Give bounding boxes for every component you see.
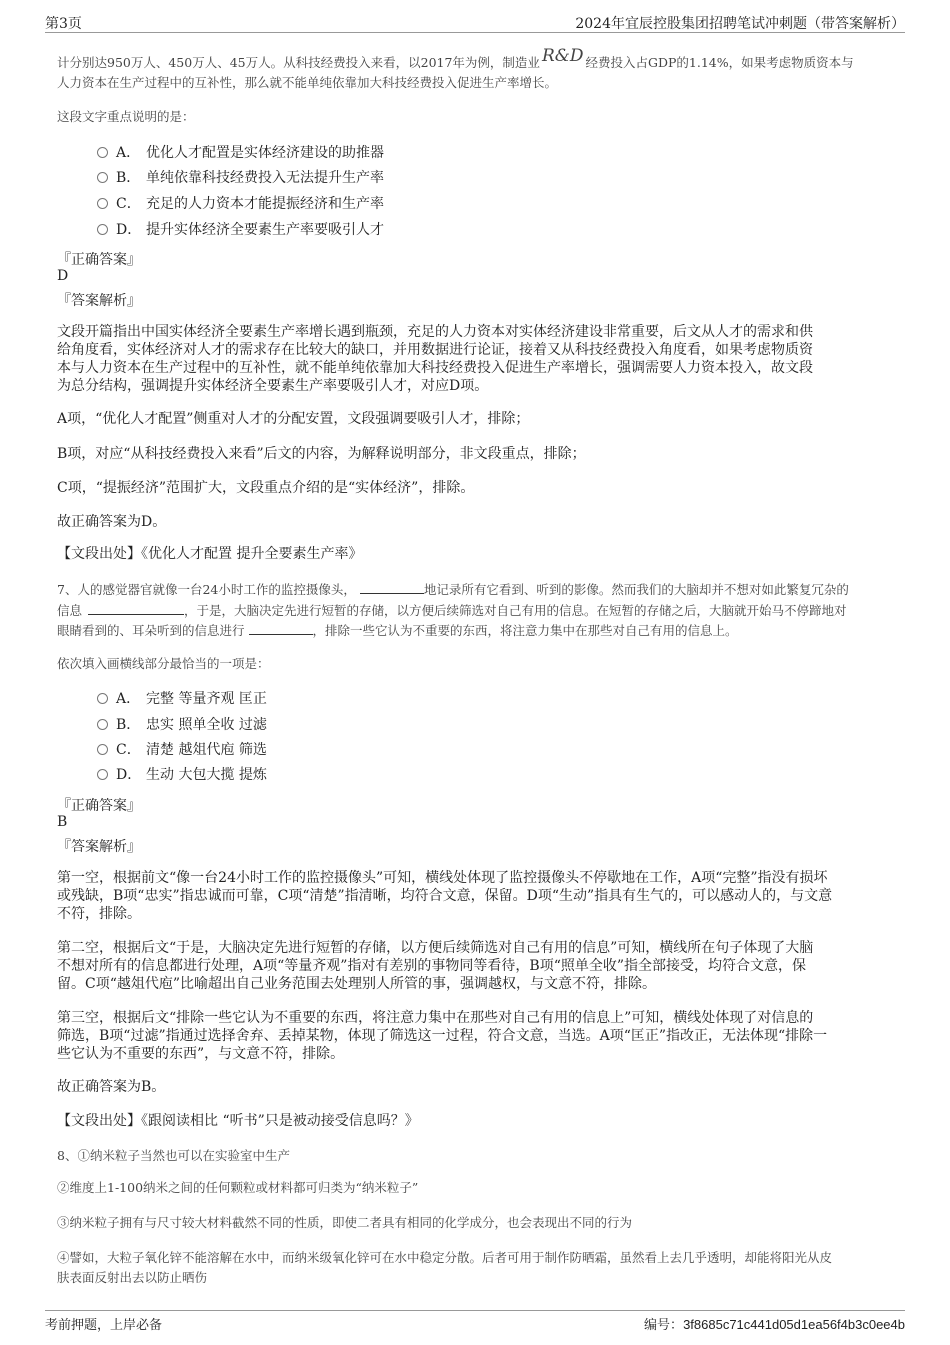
q7-passage-line2: 信息 ，于是，大脑决定先进行短暂的存储，以方便后续筛选对自己有用的信息。在短暂的存储之后，大脑就开始马不停蹄地对 bbox=[57, 603, 847, 618]
footer-slogan: 考前押题，上岸必备 bbox=[45, 1318, 163, 1333]
q7-analysis-p3: 第三空，根据后文“排除一些它认为不重要的东西，将注意力集中在那些对自己有用的信息上”可知，横线处体现了对信息的 筛选，B项“过滤”指通过选择舍弃、丢掉某物，体现了筛选这一过程，符合文意，当选。A项“匡正”指改正，无法体现“排除一 些它认为不重要的东西”，与文意不符，排除。 bbox=[57, 1010, 828, 1062]
q6-passage-b: 经费投入占GDP的1.14%，如果考虑物质资本与 bbox=[585, 55, 854, 70]
header-divider bbox=[45, 32, 905, 33]
q6-answer: D bbox=[57, 268, 69, 284]
q7-option-d[interactable]: D． 生动 大包大揽 提炼 bbox=[97, 765, 267, 785]
q8-statement-1: 8、①纳米粒子当然也可以在实验室中生产 bbox=[57, 1148, 290, 1163]
radio-icon[interactable] bbox=[97, 769, 108, 780]
q7-option-b[interactable]: B． 忠实 照单全收 过滤 bbox=[97, 715, 267, 735]
q6-question: 这段文字重点说明的是： bbox=[57, 109, 195, 124]
q7-answer: B bbox=[57, 814, 68, 830]
q6-analysis: 文段开篇指出中国实体经济全要素生产率增长遇到瓶颈，充足的人力资本对实体经济建设非常重要，后文从人才的需求和供 给角度看，实体经济对人才的需求存在比较大的缺口，并用数据进行论证，接着又从科技经费投入角度看，如果考虑物质资 本与人力资本在生产过程中的互补性，就不能单纯依靠加大科技经费投入促进生产率增长，强调需要人力资本投入，故文段 为总分结构，强调提升实体经济全要素生产率要吸引人才，对应D项。 bbox=[57, 324, 813, 394]
radio-icon[interactable] bbox=[97, 224, 108, 235]
radio-icon[interactable] bbox=[97, 744, 108, 755]
q7-passage-line1: 7、人的感觉器官就像一台24小时工作的监控摄像头， 地记录所有它看到、听到的影像。然而我们的大脑却并不想对如此繁复冗杂的 bbox=[57, 582, 849, 597]
blank-2 bbox=[88, 602, 184, 615]
blank-3 bbox=[249, 622, 313, 635]
q6-source: 【文段出处】《优化人才配置 提升全要素生产率》 bbox=[57, 546, 363, 562]
q6-analysis-label: 『答案解析』 bbox=[57, 293, 141, 309]
q6-passage-line2: 人力资本在生产过程中的互补性，那么就不能单纯依靠加大科技经费投入促进生产率增长。 bbox=[57, 75, 558, 90]
q6-option-d[interactable]: D． 提升实体经济全要素生产率要吸引人才 bbox=[97, 220, 384, 240]
q7-answer-label: 『正确答案』 bbox=[57, 798, 141, 814]
footer-code-label: 编号： bbox=[644, 1318, 684, 1333]
q8-statement-4: ④譬如，大粒子氧化锌不能溶解在水中，而纳米级氧化锌可在水中稳定分散。后者可用于制作防晒霜，虽然看上去几乎透明，却能将阳光从皮 肤表面反射出去以防止晒伤 bbox=[57, 1250, 833, 1285]
q6-option-c[interactable]: C． 充足的人力资本才能提振经济和生产率 bbox=[97, 194, 384, 214]
q7-option-a[interactable]: A． 完整 等量齐观 匡正 bbox=[97, 689, 267, 709]
radio-icon[interactable] bbox=[97, 198, 108, 209]
radio-icon[interactable] bbox=[97, 719, 108, 730]
rd-math: R&D bbox=[541, 46, 584, 66]
footer-divider bbox=[45, 1310, 905, 1311]
blank-1 bbox=[360, 581, 424, 594]
q6-analysis-b: B项，对应“从科技经费投入来看”后文的内容，为解释说明部分，非文段重点，排除； bbox=[57, 446, 586, 462]
q7-analysis-p2: 第二空，根据后文“于是，大脑决定先进行短暂的存储，以方便后续筛选对自己有用的信息”可知，横线所在句子体现了大脑 不想对所有的信息都进行处理，A项“等量齐观”指对有差别的事物同等看待，B项“照单全收”指全部接受，均符合文意，保 留。C项“越俎代庖”比喻超出自己业务范围去处理别人所管的事，强调越权，与文意不符，排除。 bbox=[57, 940, 814, 992]
q7-source: 【文段出处】《跟阅读相比 “听书”只是被动接受信息吗？》 bbox=[57, 1113, 419, 1129]
q6-analysis-c: C项，“提振经济”范围扩大，文段重点介绍的是“实体经济”，排除。 bbox=[57, 480, 475, 496]
radio-icon[interactable] bbox=[97, 172, 108, 183]
q8-statement-3: ③纳米粒子拥有与尺寸较大材料截然不同的性质，即使二者具有相同的化学成分，也会表现出不同的行为 bbox=[57, 1215, 633, 1230]
q6-conclusion: 故正确答案为D。 bbox=[57, 514, 167, 530]
radio-icon[interactable] bbox=[97, 693, 108, 704]
q6-option-b[interactable]: B． 单纯依靠科技经费投入无法提升生产率 bbox=[97, 168, 384, 188]
document-title: 2024年宜辰控股集团招聘笔试冲刺题（带答案解析） bbox=[575, 16, 905, 32]
q6-answer-label: 『正确答案』 bbox=[57, 252, 141, 268]
q7-conclusion: 故正确答案为B。 bbox=[57, 1079, 166, 1095]
q8-statement-2: ②维度上1-100纳米之间的任何颗粒或材料都可归类为“纳米粒子” bbox=[57, 1180, 419, 1195]
q7-passage-line3: 眼睛看到的、耳朵听到的信息进行 ，排除一些它认为不重要的东西，将注意力集中在那些对自己有用的信息上。 bbox=[57, 623, 738, 638]
footer-code bbox=[644, 1314, 905, 1333]
q6-option-a[interactable]: A． 优化人才配置是实体经济建设的助推器 bbox=[97, 143, 384, 163]
q7-analysis-p1: 第一空，根据前文“像一台24小时工作的监控摄像头”可知，横线处体现了监控摄像头不停歇地在工作，A项“完整”指没有损坏 或残缺，B项“忠实”指忠诚而可靠，C项“清楚”指清晰，均符合文意，保留。D项“生动”指具有生气的，可以感动人的，与文意 不符，排除。 bbox=[57, 870, 833, 922]
q6-passage-line1 bbox=[57, 46, 854, 73]
q6-passage-a: 计分别达950万人、450万人、45万人。从科技经费投入来看，以2017年为例，制造业 bbox=[57, 55, 540, 70]
radio-icon[interactable] bbox=[97, 147, 108, 158]
q7-analysis-label: 『答案解析』 bbox=[57, 839, 141, 855]
footer-code-value: 3f8685c71c441d05d1ea56f4b3c0ee4b bbox=[683, 1317, 905, 1332]
page-number: 第3页 bbox=[45, 16, 82, 32]
q7-option-c[interactable]: C． 清楚 越俎代庖 筛选 bbox=[97, 740, 267, 760]
q6-analysis-a: A项，“优化人才配置”侧重对人才的分配安置，文段强调要吸引人才，排除； bbox=[57, 411, 530, 427]
q7-question: 依次填入画横线部分最恰当的一项是： bbox=[57, 656, 270, 671]
